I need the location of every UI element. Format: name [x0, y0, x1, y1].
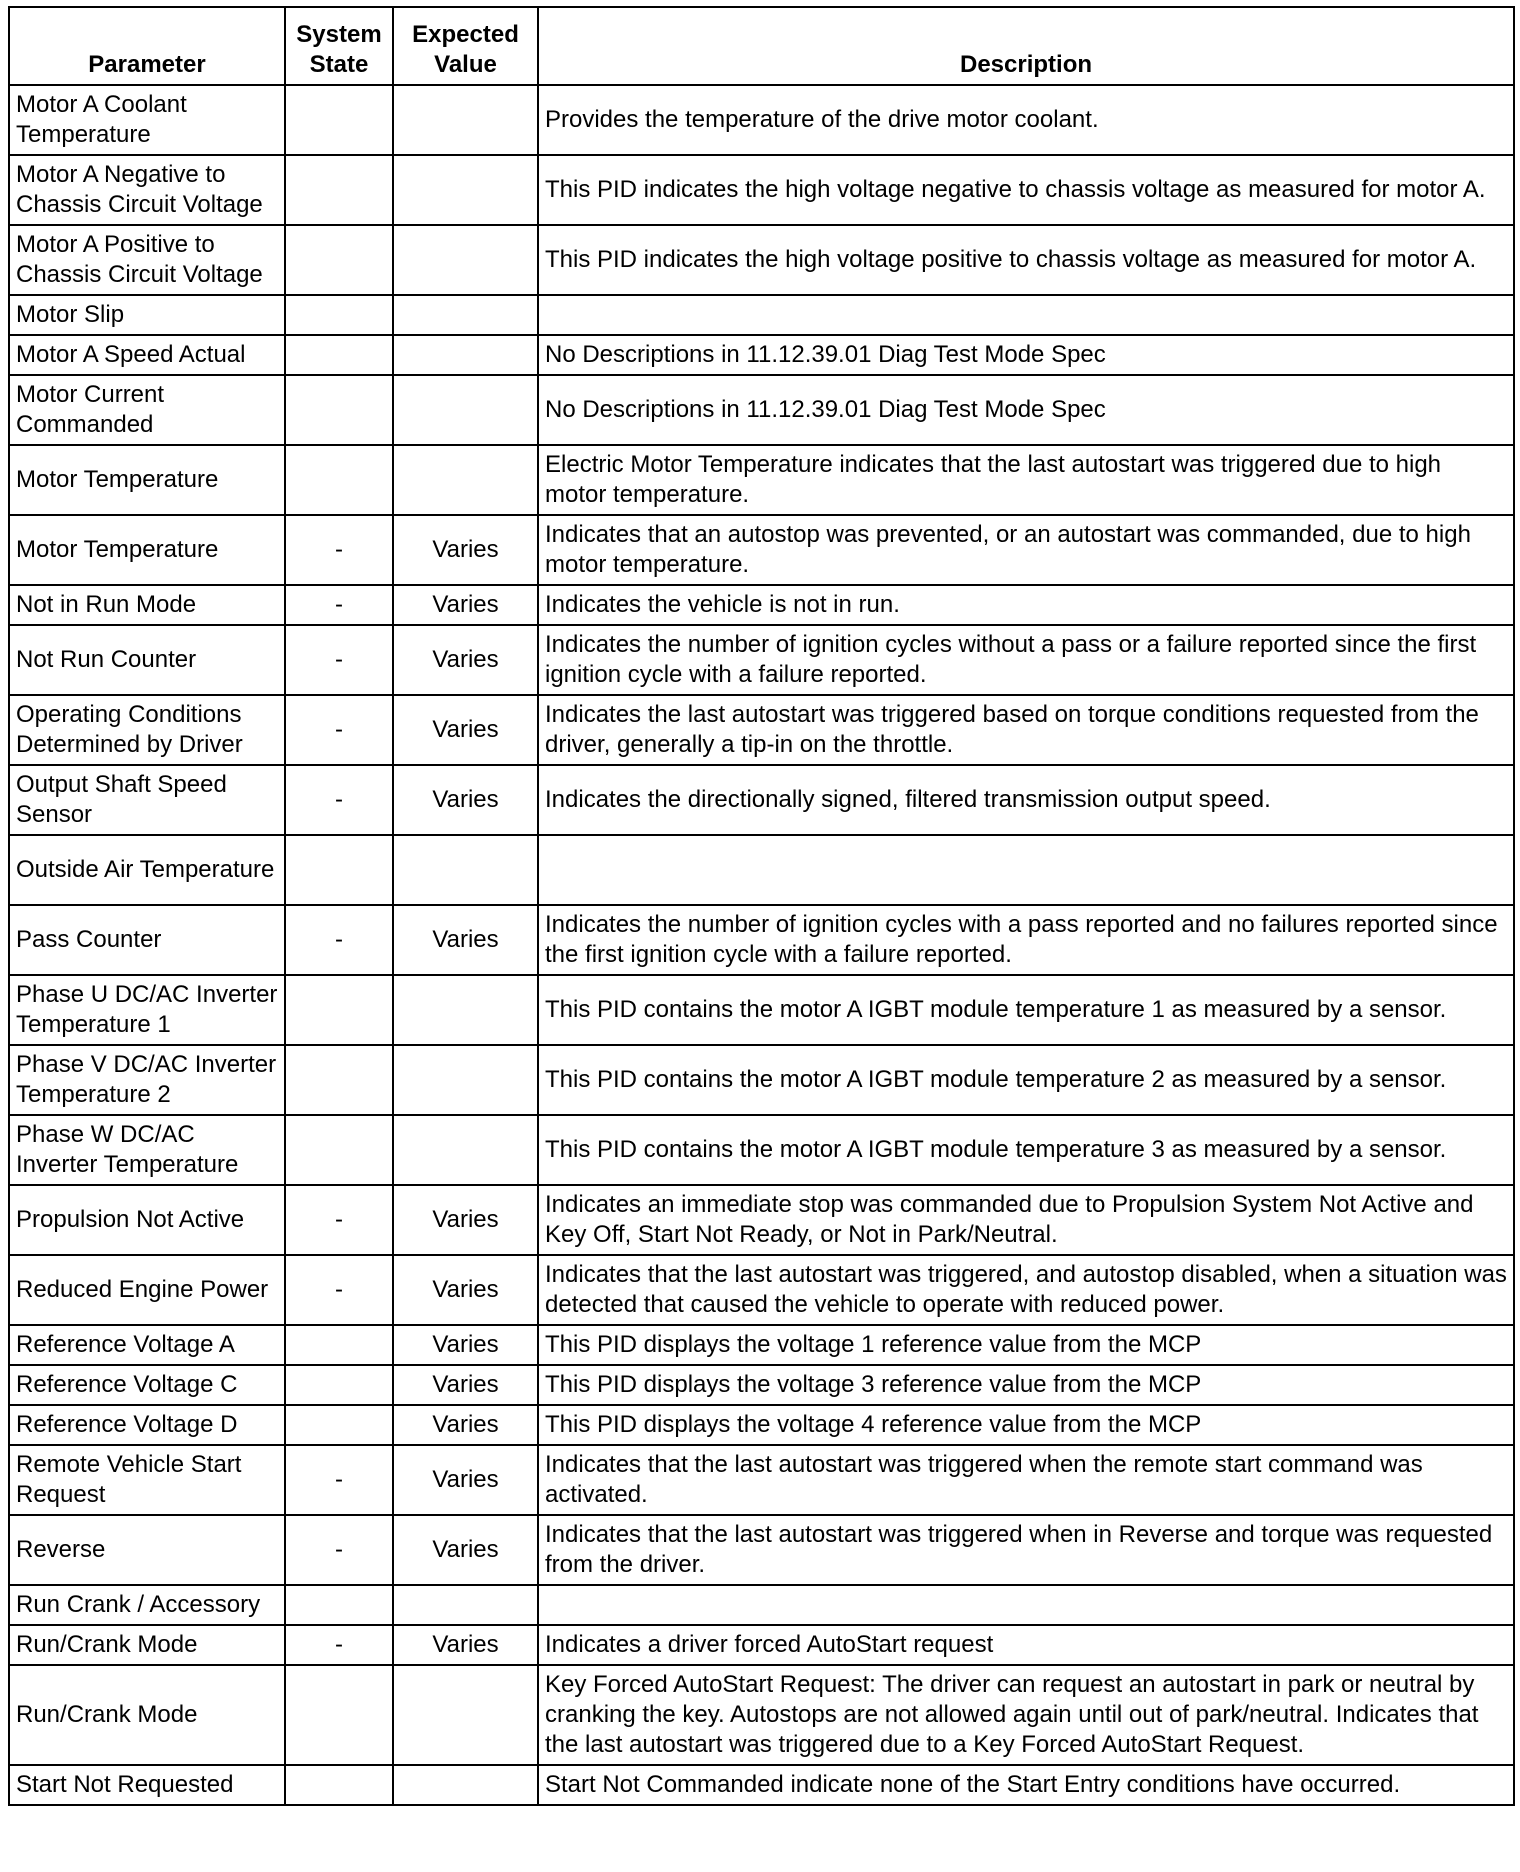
cell-parameter: Pass Counter — [9, 905, 285, 975]
cell-system-state — [285, 335, 393, 375]
cell-description: This PID contains the motor A IGBT module temperature 2 as measured by a sensor. — [538, 1045, 1514, 1115]
table-row — [9, 1585, 1514, 1625]
table-row — [9, 375, 1514, 445]
cell-parameter: Motor A Coolant Temperature — [9, 85, 285, 155]
table-row — [9, 85, 1514, 155]
cell-parameter: Motor Slip — [9, 295, 285, 335]
table-row — [9, 695, 1514, 765]
header-expected-value: Expected Value — [393, 7, 538, 85]
table-row — [9, 1045, 1514, 1115]
header-parameter: Parameter — [9, 7, 285, 85]
cell-system-state: - — [285, 585, 393, 625]
cell-parameter: Reference Voltage C — [9, 1365, 285, 1405]
cell-system-state: - — [285, 765, 393, 835]
cell-system-state — [285, 295, 393, 335]
cell-description: No Descriptions in 11.12.39.01 Diag Test Mode Spec — [538, 375, 1514, 445]
cell-parameter: Motor Current Commanded — [9, 375, 285, 445]
table-row — [9, 1765, 1514, 1805]
cell-parameter: Run/Crank Mode — [9, 1625, 285, 1665]
cell-parameter: Run/Crank Mode — [9, 1665, 285, 1765]
cell-parameter: Operating Conditions Determined by Driver — [9, 695, 285, 765]
cell-description: Indicates that the last autostart was triggered when in Reverse and torque was requested from the driver. — [538, 1515, 1514, 1585]
table-row — [9, 1625, 1514, 1665]
cell-system-state — [285, 1365, 393, 1405]
cell-system-state — [285, 155, 393, 225]
table-row — [9, 1115, 1514, 1185]
cell-description: This PID contains the motor A IGBT module temperature 3 as measured by a sensor. — [538, 1115, 1514, 1185]
cell-description: Indicates that the last autostart was triggered when the remote start command was activated. — [538, 1445, 1514, 1515]
header-system-state: System State — [285, 7, 393, 85]
cell-parameter: Phase U DC/AC Inverter Temperature 1 — [9, 975, 285, 1045]
cell-system-state: - — [285, 1185, 393, 1255]
cell-description: Key Forced AutoStart Request: The driver can request an autostart in park or neutral by cranking the key. Autostops are not allowed again until out of park/neutral. Indicates that the last autostart was triggered due to a Key Forced AutoStart Request. — [538, 1665, 1514, 1765]
cell-parameter: Output Shaft Speed Sensor — [9, 765, 285, 835]
cell-expected-value: Varies — [393, 625, 538, 695]
cell-expected-value: Varies — [393, 515, 538, 585]
cell-system-state — [285, 1045, 393, 1115]
cell-system-state — [285, 1325, 393, 1365]
cell-parameter: Motor Temperature — [9, 445, 285, 515]
cell-system-state — [285, 375, 393, 445]
cell-expected-value: Varies — [393, 905, 538, 975]
cell-description: Indicates the number of ignition cycles with a pass reported and no failures reported since the first ignition cycle with a failure reported. — [538, 905, 1514, 975]
cell-description: Indicates that an autostop was prevented, or an autostart was commanded, due to high motor temperature. — [538, 515, 1514, 585]
cell-parameter: Reference Voltage D — [9, 1405, 285, 1445]
cell-expected-value: Varies — [393, 1625, 538, 1665]
table-row — [9, 155, 1514, 225]
cell-expected-value — [393, 295, 538, 335]
cell-parameter: Phase W DC/AC Inverter Temperature — [9, 1115, 285, 1185]
table-row — [9, 225, 1514, 295]
table-row — [9, 625, 1514, 695]
cell-expected-value: Varies — [393, 1255, 538, 1325]
cell-parameter: Start Not Requested — [9, 1765, 285, 1805]
cell-parameter: Motor Temperature — [9, 515, 285, 585]
table-row — [9, 295, 1514, 335]
cell-description: Electric Motor Temperature indicates that the last autostart was triggered due to high motor temperature. — [538, 445, 1514, 515]
table-row — [9, 585, 1514, 625]
cell-expected-value — [393, 225, 538, 295]
cell-system-state — [285, 975, 393, 1045]
cell-system-state — [285, 445, 393, 515]
table-row — [9, 335, 1514, 375]
cell-expected-value: Varies — [393, 1365, 538, 1405]
cell-expected-value — [393, 445, 538, 515]
cell-description: This PID indicates the high voltage positive to chassis voltage as measured for motor A. — [538, 225, 1514, 295]
cell-system-state — [285, 1405, 393, 1445]
cell-system-state — [285, 85, 393, 155]
cell-parameter: Reverse — [9, 1515, 285, 1585]
cell-expected-value: Varies — [393, 695, 538, 765]
cell-description: This PID contains the motor A IGBT module temperature 1 as measured by a sensor. — [538, 975, 1514, 1045]
cell-description: This PID indicates the high voltage negative to chassis voltage as measured for motor A. — [538, 155, 1514, 225]
cell-description: Indicates the vehicle is not in run. — [538, 585, 1514, 625]
cell-expected-value — [393, 1765, 538, 1805]
cell-system-state — [285, 225, 393, 295]
cell-description: Indicates an immediate stop was commanded due to Propulsion System Not Active and Key Off, Start Not Ready, or Not in Park/Neutral. — [538, 1185, 1514, 1255]
cell-system-state: - — [285, 1515, 393, 1585]
cell-description: This PID displays the voltage 1 reference value from the MCP — [538, 1325, 1514, 1365]
table-row — [9, 1325, 1514, 1365]
table-header-row — [9, 7, 1514, 85]
table-row — [9, 1445, 1514, 1515]
table-row — [9, 445, 1514, 515]
cell-expected-value: Varies — [393, 585, 538, 625]
cell-description — [538, 1585, 1514, 1625]
cell-expected-value — [393, 835, 538, 905]
header-description: Description — [538, 7, 1514, 85]
cell-expected-value — [393, 335, 538, 375]
cell-parameter: Reduced Engine Power — [9, 1255, 285, 1325]
cell-description — [538, 835, 1514, 905]
cell-description — [538, 295, 1514, 335]
cell-description: Indicates the directionally signed, filtered transmission output speed. — [538, 765, 1514, 835]
cell-expected-value: Varies — [393, 765, 538, 835]
table-row — [9, 905, 1514, 975]
table-row — [9, 975, 1514, 1045]
cell-system-state: - — [285, 1255, 393, 1325]
table-row — [9, 835, 1514, 905]
cell-parameter: Phase V DC/AC Inverter Temperature 2 — [9, 1045, 285, 1115]
table-row — [9, 1365, 1514, 1405]
cell-expected-value — [393, 155, 538, 225]
cell-expected-value: Varies — [393, 1405, 538, 1445]
cell-system-state: - — [285, 625, 393, 695]
cell-parameter: Remote Vehicle Start Request — [9, 1445, 285, 1515]
cell-parameter: Outside Air Temperature — [9, 835, 285, 905]
cell-system-state: - — [285, 1625, 393, 1665]
cell-description: No Descriptions in 11.12.39.01 Diag Test Mode Spec — [538, 335, 1514, 375]
cell-system-state: - — [285, 1445, 393, 1515]
cell-system-state — [285, 1665, 393, 1765]
table-row — [9, 1515, 1514, 1585]
cell-parameter: Motor A Speed Actual — [9, 335, 285, 375]
cell-expected-value — [393, 375, 538, 445]
cell-system-state: - — [285, 905, 393, 975]
cell-system-state — [285, 1585, 393, 1625]
cell-expected-value: Varies — [393, 1185, 538, 1255]
table-row — [9, 1405, 1514, 1445]
cell-description: Indicates a driver forced AutoStart request — [538, 1625, 1514, 1665]
cell-expected-value: Varies — [393, 1515, 538, 1585]
cell-expected-value — [393, 1115, 538, 1185]
cell-system-state — [285, 835, 393, 905]
table-row — [9, 1665, 1514, 1765]
cell-expected-value: Varies — [393, 1325, 538, 1365]
cell-description: Start Not Commanded indicate none of the Start Entry conditions have occurred. — [538, 1765, 1514, 1805]
cell-description: This PID displays the voltage 4 reference value from the MCP — [538, 1405, 1514, 1445]
cell-system-state — [285, 1765, 393, 1805]
table-row — [9, 1185, 1514, 1255]
cell-system-state: - — [285, 695, 393, 765]
cell-description: Indicates the number of ignition cycles without a pass or a failure reported since the first ignition cycle with a failure reported. — [538, 625, 1514, 695]
table-row — [9, 515, 1514, 585]
cell-system-state: - — [285, 515, 393, 585]
cell-parameter: Propulsion Not Active — [9, 1185, 285, 1255]
cell-expected-value — [393, 1585, 538, 1625]
cell-parameter: Run Crank / Accessory — [9, 1585, 285, 1625]
cell-parameter: Motor A Positive to Chassis Circuit Voltage — [9, 225, 285, 295]
parameter-table — [8, 6, 1515, 1806]
cell-expected-value — [393, 975, 538, 1045]
cell-parameter: Reference Voltage A — [9, 1325, 285, 1365]
cell-expected-value — [393, 1045, 538, 1115]
parameter-table-container — [8, 6, 1513, 1806]
cell-parameter: Not in Run Mode — [9, 585, 285, 625]
cell-expected-value: Varies — [393, 1445, 538, 1515]
cell-description: This PID displays the voltage 3 reference value from the MCP — [538, 1365, 1514, 1405]
table-row — [9, 765, 1514, 835]
cell-parameter: Not Run Counter — [9, 625, 285, 695]
cell-description: Provides the temperature of the drive motor coolant. — [538, 85, 1514, 155]
cell-description: Indicates that the last autostart was triggered, and autostop disabled, when a situation was detected that caused the vehicle to operate with reduced power. — [538, 1255, 1514, 1325]
cell-system-state — [285, 1115, 393, 1185]
cell-expected-value — [393, 1665, 538, 1765]
table-row — [9, 1255, 1514, 1325]
cell-description: Indicates the last autostart was triggered based on torque conditions requested from the driver, generally a tip-in on the throttle. — [538, 695, 1514, 765]
cell-parameter: Motor A Negative to Chassis Circuit Voltage — [9, 155, 285, 225]
cell-expected-value — [393, 85, 538, 155]
